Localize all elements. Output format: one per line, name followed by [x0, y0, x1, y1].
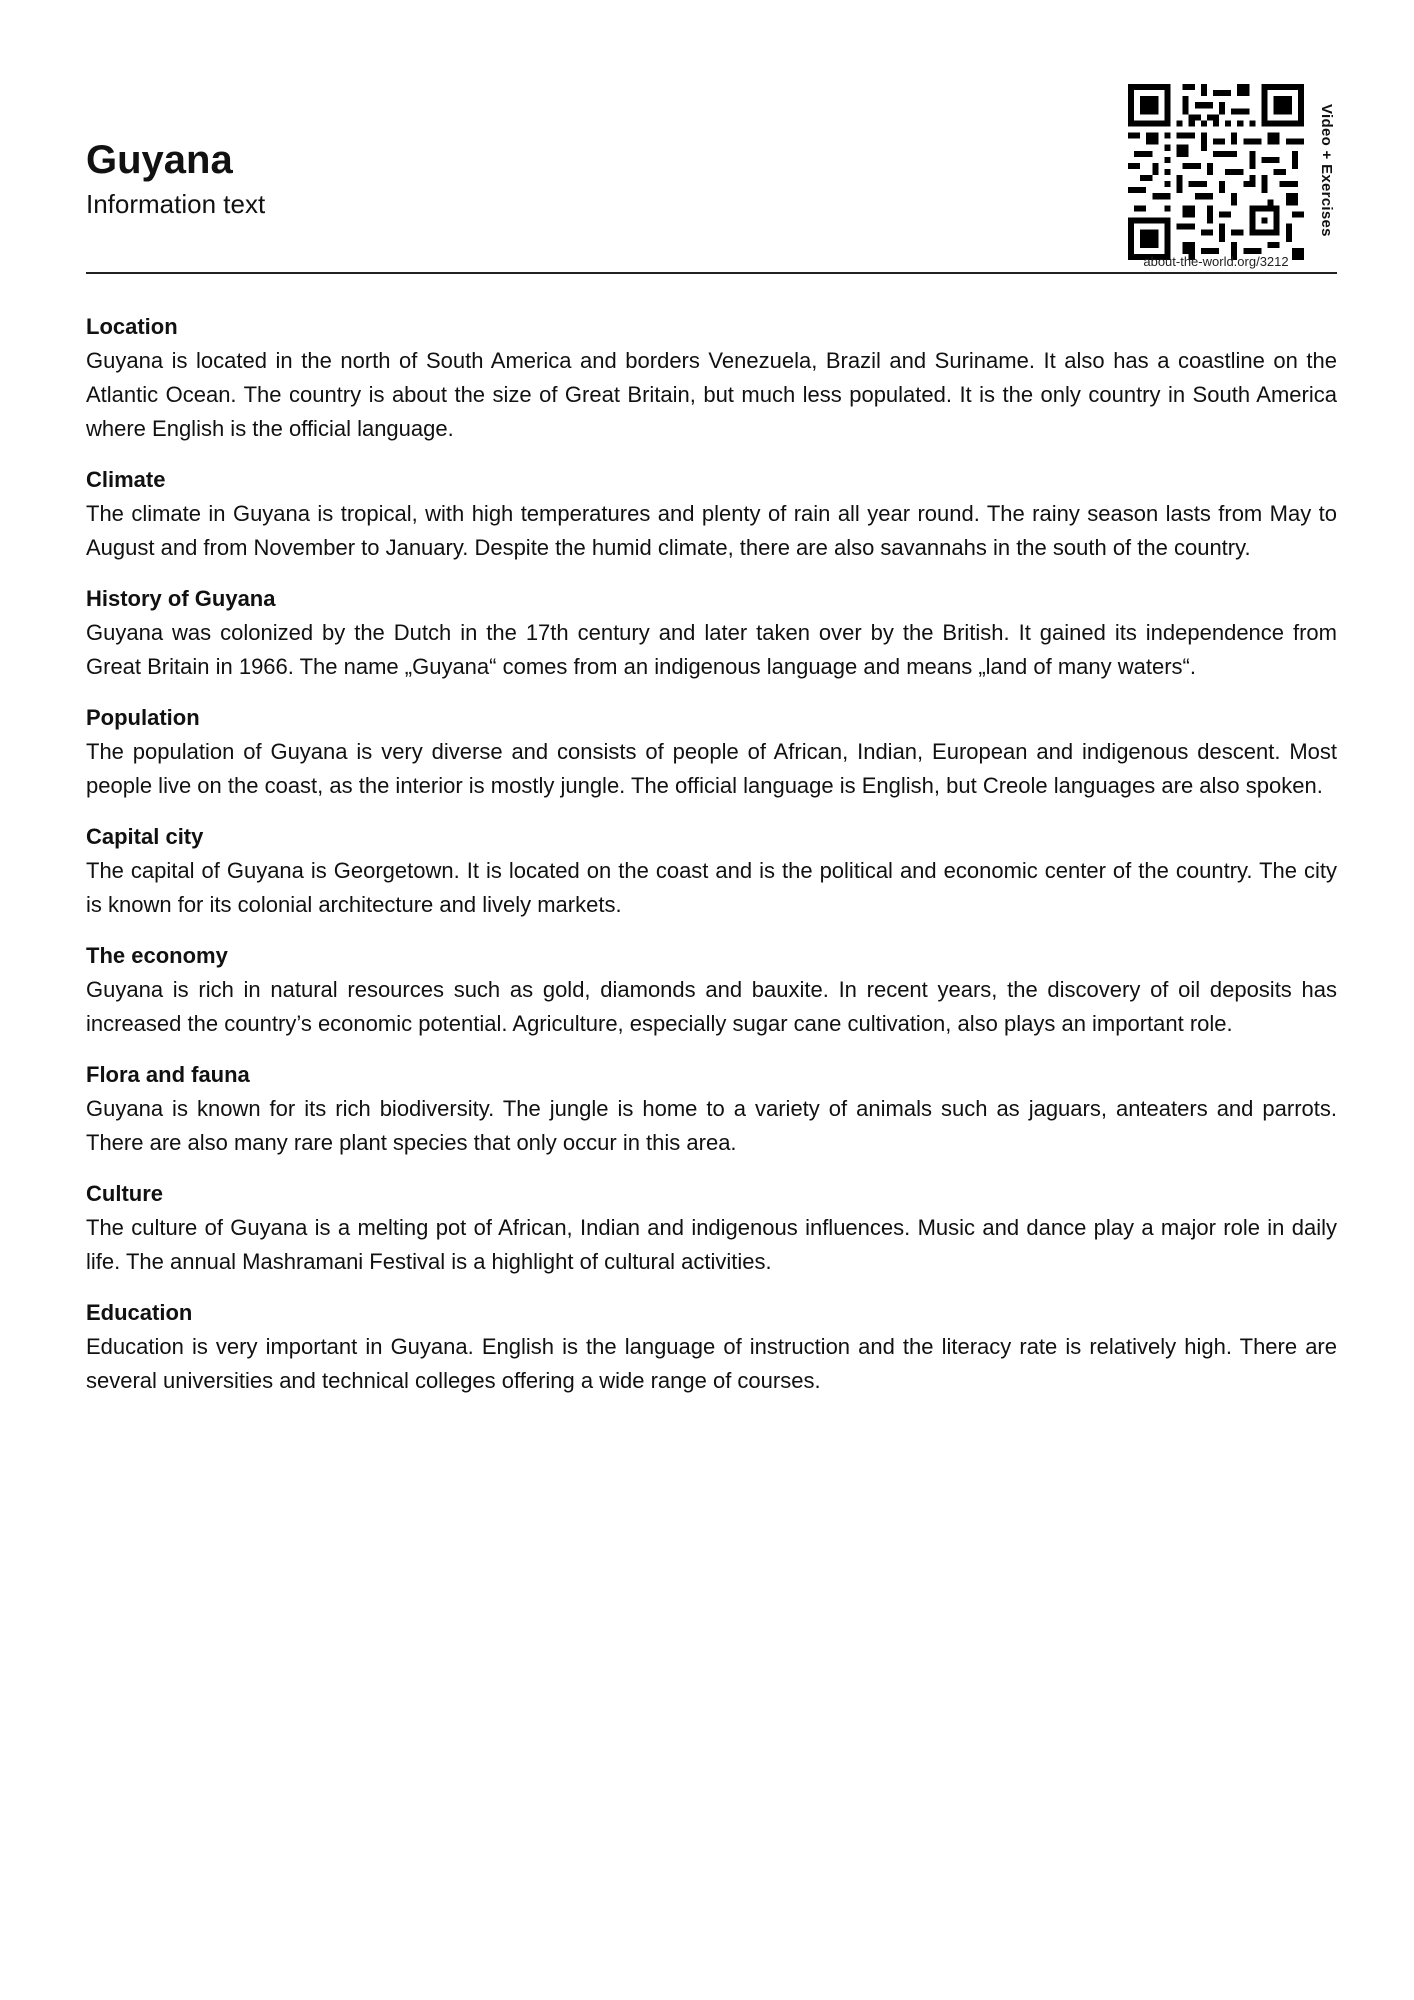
section-heading: History of Guyana	[86, 586, 276, 611]
section-heading: Population	[86, 705, 200, 730]
section-education	[86, 1296, 1337, 1398]
section-paragraph: Guyana is known for its rich biodiversity. The jungle is home to a variety of animals such as jaguars, anteaters and parrots. There are also many rare plant species that only occur in this area.	[86, 1096, 1337, 1155]
section-heading: Climate	[86, 467, 166, 492]
qr-code-block[interactable]	[1118, 80, 1340, 270]
section-heading: Education	[86, 1300, 193, 1325]
section-population	[86, 701, 1337, 803]
section-heading: Capital city	[86, 824, 204, 849]
section-economy	[86, 939, 1337, 1041]
section-paragraph: The climate in Guyana is tropical, with high temperatures and plenty of rain all year round. The rainy season lasts from May to August and from November to January. Despite the humid climate, there are also savannahs in the south of the country.	[86, 501, 1337, 560]
section-paragraph: The population of Guyana is very diverse and consists of people of African, Indian, European and indigenous descent. Most people live on the coast, as the interior is mostly jungle. The official language is English, but Creole languages are also spoken.	[86, 739, 1337, 798]
document-body	[86, 310, 1337, 1415]
section-location	[86, 310, 1337, 446]
section-paragraph: Guyana was colonized by the Dutch in the 17th century and later taken over by the British. It gained its independence from Great Britain in 1966. The name „Guyana“ comes from an indigenous language and means „land of many waters“.	[86, 620, 1337, 679]
qr-code-icon[interactable]	[1128, 84, 1304, 260]
page-title: Guyana	[86, 138, 233, 182]
section-paragraph: Guyana is rich in natural resources such as gold, diamonds and bauxite. In recent years, the discovery of oil deposits has increased the country’s economic potential. Agriculture, especially sugar cane cultivation, also plays an important role.	[86, 977, 1337, 1036]
page-subtitle: Information text	[86, 189, 266, 219]
section-paragraph: Education is very important in Guyana. English is the language of instruction and the literacy rate is relatively high. There are several universities and technical colleges offering a wide range of courses.	[86, 1334, 1337, 1393]
section-paragraph: The capital of Guyana is Georgetown. It is located on the coast and is the political and economic center of the country. The city is known for its colonial architecture and lively markets.	[86, 858, 1337, 917]
section-heading: Flora and fauna	[86, 1062, 250, 1087]
header-divider	[86, 272, 1337, 274]
section-paragraph: Guyana is located in the north of South America and borders Venezuela, Brazil and Suriname. It also has a coastline on the Atlantic Ocean. The country is about the size of Great Britain, but much less populated. It is the only country in South America where English is the official language.	[86, 348, 1337, 441]
section-flora-fauna	[86, 1058, 1337, 1160]
qr-url-link[interactable]: about-the-world.org/3212	[1143, 254, 1289, 269]
section-history	[86, 582, 1337, 684]
section-capital-city	[86, 820, 1337, 922]
qr-side-label: Video + Exercises	[1318, 103, 1335, 237]
section-paragraph: The culture of Guyana is a melting pot of African, Indian and indigenous influences. Music and dance play a major role in daily life. The annual Mashramani Festival is a highlight of cultural activities.	[86, 1215, 1337, 1274]
section-heading: Culture	[86, 1181, 163, 1206]
section-culture	[86, 1177, 1337, 1279]
section-climate	[86, 463, 1337, 565]
section-heading: Location	[86, 314, 178, 339]
section-heading: The economy	[86, 943, 228, 968]
